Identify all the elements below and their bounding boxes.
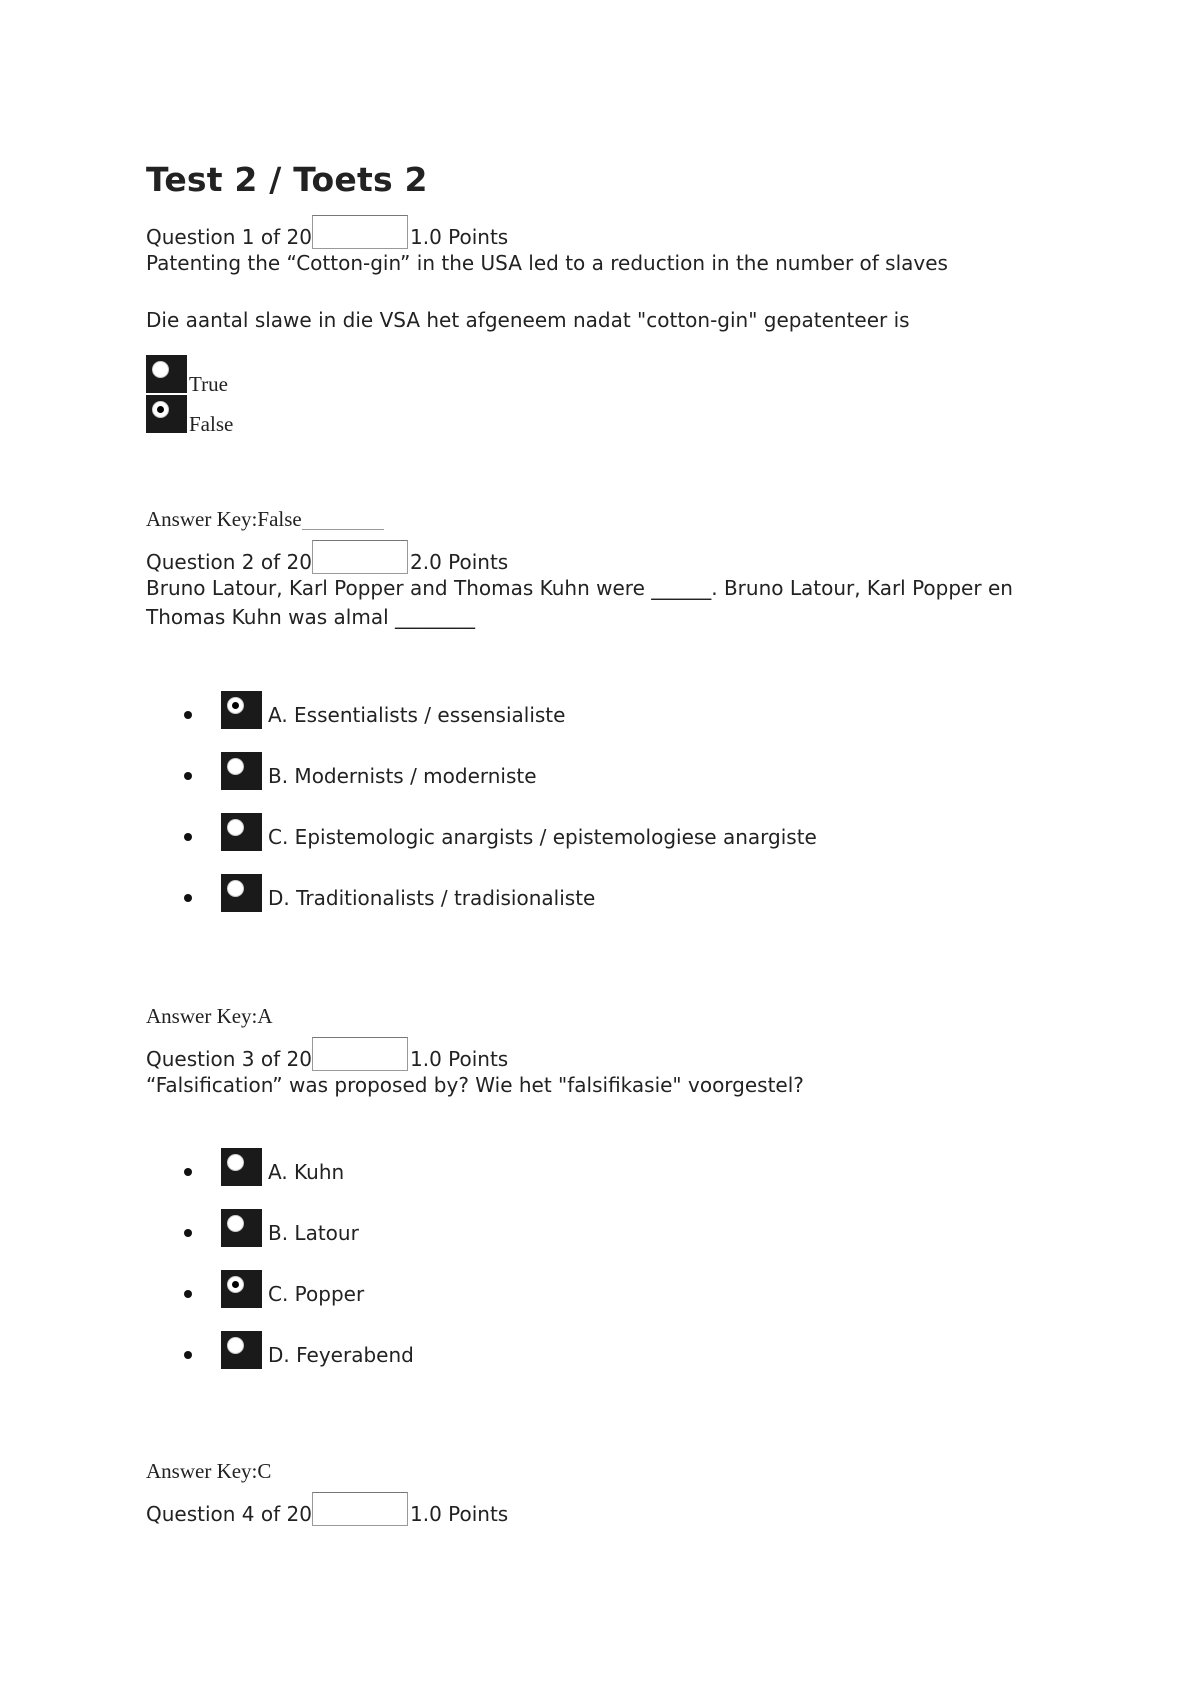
radio-button[interactable] bbox=[221, 1209, 262, 1247]
question-2-options bbox=[146, 668, 1066, 912]
question-2-header bbox=[146, 536, 1066, 574]
question-prompt-af: Die aantal slawe in die VSA het afgeneem nadat "cotton-gin" gepatenteer is bbox=[146, 308, 910, 332]
option-label: B. Latour bbox=[268, 1221, 359, 1245]
bullet bbox=[184, 772, 192, 780]
option-label: False bbox=[189, 412, 234, 436]
option-label: A. Kuhn bbox=[268, 1160, 345, 1184]
option-label: True bbox=[189, 372, 228, 396]
radio-button[interactable] bbox=[221, 1270, 262, 1308]
score-input[interactable] bbox=[312, 1037, 408, 1071]
answer-key-1 bbox=[146, 507, 1066, 532]
radio-button[interactable] bbox=[146, 395, 187, 433]
option-c[interactable] bbox=[146, 1247, 1066, 1308]
option-c[interactable] bbox=[146, 790, 1066, 851]
answer-key-2 bbox=[146, 1004, 1066, 1029]
bullet bbox=[184, 1290, 192, 1298]
question-points: 1.0 Points bbox=[409, 1047, 509, 1071]
radio-button[interactable] bbox=[221, 874, 262, 912]
option-label: C. Popper bbox=[268, 1282, 365, 1306]
bullet bbox=[184, 711, 192, 719]
question-number: Question 2 of 20 bbox=[146, 550, 312, 574]
question-points: 2.0 Points bbox=[409, 550, 509, 574]
option-a[interactable] bbox=[146, 668, 1066, 729]
option-b[interactable] bbox=[146, 1186, 1066, 1247]
option-label: B. Modernists / moderniste bbox=[268, 764, 537, 788]
quiz-page bbox=[146, 160, 1066, 1526]
answer-key-text: Answer Key:False bbox=[146, 507, 302, 531]
bullet bbox=[184, 894, 192, 902]
option-d[interactable] bbox=[146, 1308, 1066, 1369]
score-input[interactable] bbox=[312, 1492, 408, 1526]
question-prompt-line-1: Bruno Latour, Karl Popper and Thomas Kuhn were ______. Bruno Latour, Karl Popper en bbox=[146, 576, 1013, 600]
divider bbox=[302, 529, 384, 530]
option-a[interactable] bbox=[146, 1125, 1066, 1186]
question-3-options bbox=[146, 1125, 1066, 1369]
bullet bbox=[184, 1168, 192, 1176]
option-false[interactable] bbox=[146, 393, 1066, 436]
question-3-header bbox=[146, 1033, 1066, 1071]
question-number: Question 4 of 20 bbox=[146, 1502, 312, 1526]
question-prompt-line-2: Thomas Kuhn was almal ________ bbox=[146, 605, 476, 629]
option-true[interactable] bbox=[146, 353, 1066, 396]
answer-key-text: Answer Key:A bbox=[146, 1004, 273, 1028]
question-number: Question 3 of 20 bbox=[146, 1047, 312, 1071]
radio-button[interactable] bbox=[221, 691, 262, 729]
question-1-header bbox=[146, 211, 1066, 249]
option-d[interactable] bbox=[146, 851, 1066, 912]
radio-button[interactable] bbox=[221, 813, 262, 851]
radio-button[interactable] bbox=[221, 752, 262, 790]
score-input[interactable] bbox=[312, 215, 408, 249]
option-label: A. Essentialists / essensialiste bbox=[268, 703, 566, 727]
question-prompt-en: Patenting the “Cotton-gin” in the USA led to a reduction in the number of slaves bbox=[146, 251, 948, 275]
question-points: 1.0 Points bbox=[409, 225, 509, 249]
radio-button[interactable] bbox=[146, 355, 187, 393]
option-b[interactable] bbox=[146, 729, 1066, 790]
radio-button[interactable] bbox=[221, 1148, 262, 1186]
bullet bbox=[184, 1351, 192, 1359]
option-label: D. Traditionalists / tradisionaliste bbox=[268, 886, 596, 910]
question-prompt: “Falsification” was proposed by? Wie het "falsifikasie" voorgestel? bbox=[146, 1073, 804, 1097]
question-4-header bbox=[146, 1488, 1066, 1526]
radio-button[interactable] bbox=[221, 1331, 262, 1369]
true-false-options bbox=[146, 353, 1066, 436]
bullet bbox=[184, 833, 192, 841]
option-label: D. Feyerabend bbox=[268, 1343, 414, 1367]
answer-key-3 bbox=[146, 1459, 1066, 1484]
question-points: 1.0 Points bbox=[409, 1502, 509, 1526]
answer-key-text: Answer Key:C bbox=[146, 1459, 272, 1483]
option-label: C. Epistemologic anargists / epistemologiese anargiste bbox=[268, 825, 817, 849]
score-input[interactable] bbox=[312, 540, 408, 574]
page-title: Test 2 / Toets 2 bbox=[146, 160, 428, 199]
question-number: Question 1 of 20 bbox=[146, 225, 312, 249]
bullet bbox=[184, 1229, 192, 1237]
